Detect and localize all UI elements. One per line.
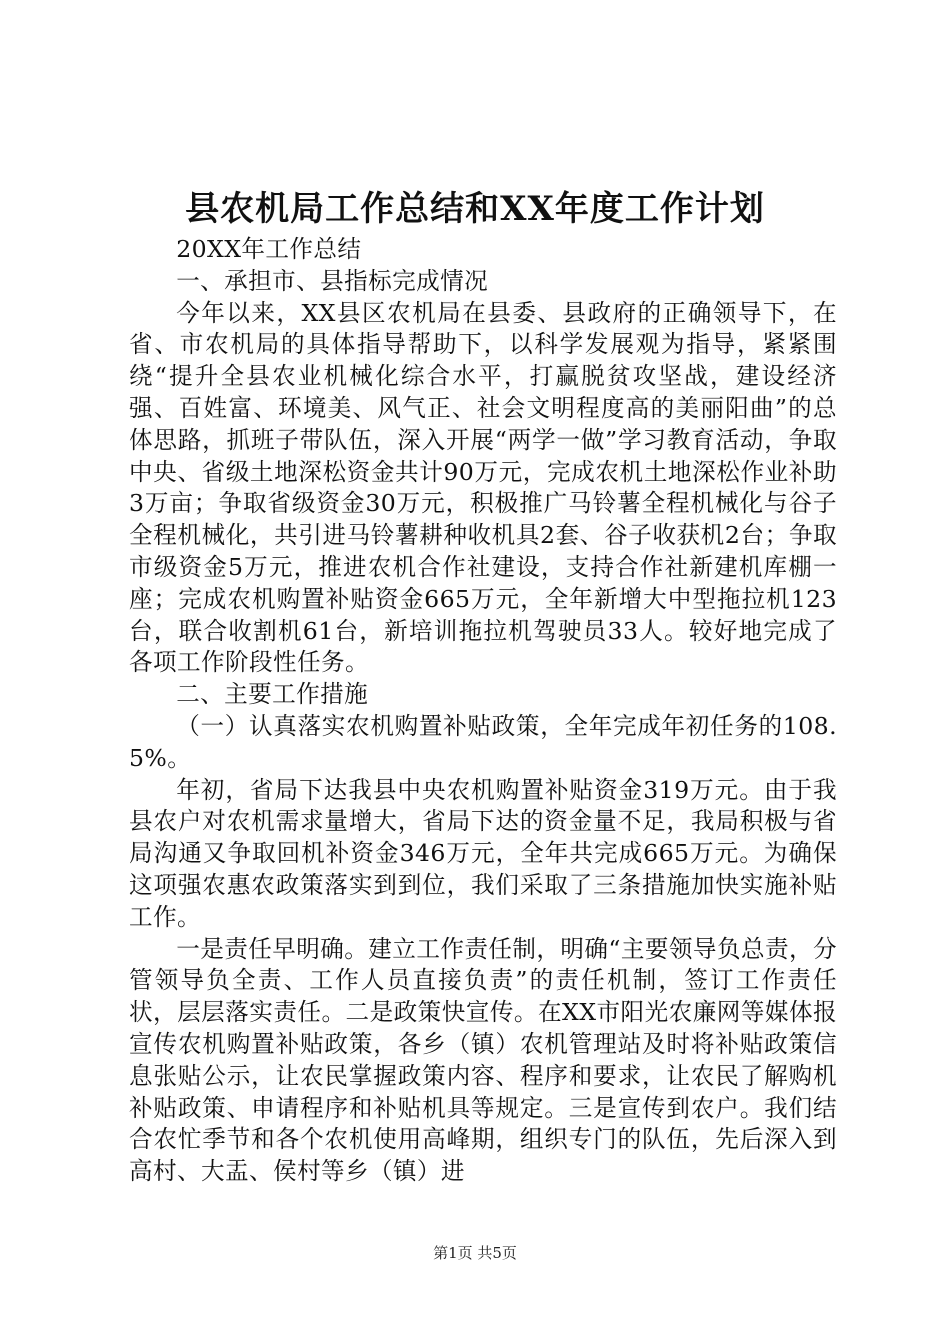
document-title: 县农机局工作总结和XX年度工作计划	[185, 189, 765, 229]
section-heading-summary: 20XX年工作总结	[176, 235, 362, 263]
section-heading-indicators: 一、承担市、县指标完成情况	[176, 266, 489, 295]
document-body	[129, 234, 837, 1188]
subsection-heading-subsidy: （一）认真落实农机购置补贴政策，全年完成年初任务的108.5%。	[129, 711, 837, 772]
paragraph-overview: 今年以来，XX县区农机局在县委、县政府的正确领导下，在省、市农机局的具体指导帮助下，以科学发展观为指导，紧紧围绕“提升全县农业机械化综合水平，打赢脱贫攻坚战，建设经济强、百姓富、环境美、风气正、社会文明程度高的美丽阳曲”的总体思路，抓班子带队伍，深入开展“两学一做”学习教育活动，争取中央、省级土地深松资金共计90万元，完成农机土地深松作业补助3万亩；争取省级资金30万元，积极推广马铃薯全程机械化与谷子全程机械化，共引进马铃薯耕种收机具2套、谷子收获机2台；争取市级资金5万元，推进农机合作社建设，支持合作社新建机库棚一座；完成农机购置补贴资金665万元，全年新增大中型拖拉机123台，联合收割机61台，新培训拖拉机驾驶员33人。较好地完成了各项工作阶段性任务。	[129, 298, 837, 677]
section-heading-measures: 二、主要工作措施	[176, 680, 369, 709]
paragraph-subsidy-measures: 一是责任早明确。建立工作责任制，明确“主要领导负总责，分管领导负全责、工作人员直接负责”的责任机制，签订工作责任状，层层落实责任。二是政策快宣传。在XX市阳光农廉网等媒体报宣传农机购置补贴政策，各乡（镇）农机管理站及时将补贴政策信息张贴公示，让农民掌握政策内容、程序和要求，让农民了解购机补贴政策、申请程序和补贴机具等规定。三是宣传到农户。我们结合农忙季节和各个农机使用高峰期，组织专门的队伍，先后深入到高村、大盂、侯村等乡（镇）进	[129, 934, 837, 1186]
paragraph-subsidy-funds: 年初，省局下达我县中央农机购置补贴资金319万元。由于我县农户对农机需求量增大，省局下达的资金量不足，我局积极与省局沟通又争取回机补资金346万元，全年共完成665万元。为确保这项强农惠农政策落实到到位，我们采取了三条措施加快实施补贴工作。	[129, 775, 837, 931]
page-number-footer: 第1页 共5页	[433, 1244, 517, 1262]
